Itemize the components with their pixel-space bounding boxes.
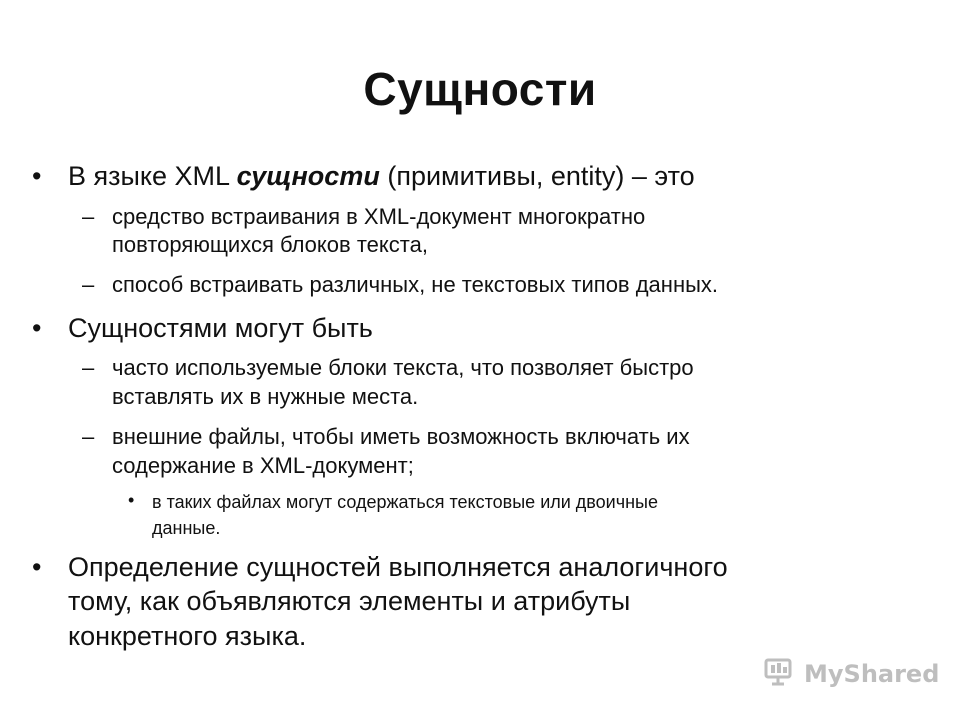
bullet-2-text: Сущностями могут быть	[68, 313, 373, 343]
bullet-1-text	[68, 160, 695, 192]
bullet-marker: •	[32, 313, 42, 343]
sub-2-2-1-line-2: данные.	[152, 518, 221, 538]
bullet-1-post: (примитивы, entity) – это	[379, 161, 695, 191]
dash-marker: –	[82, 424, 95, 449]
sub-2-1-line-1: часто используемые блоки текста, что позволяет быстро	[112, 355, 694, 380]
bullet-3-line-2: тому, как объявляются элементы и атрибуты	[68, 586, 631, 616]
dash-marker: –	[82, 355, 95, 380]
sub-2-1-line-2: вставлять их в нужные места.	[112, 384, 419, 409]
dash-marker: –	[82, 272, 95, 297]
bullet-1-emphasis: сущности	[236, 161, 380, 191]
dash-marker: –	[82, 204, 95, 229]
bullet-marker: •	[32, 161, 42, 191]
sub-1-1-line-1: средство встраивания в XML-документ многократно	[112, 204, 646, 229]
sub-1-2-line-1: способ встраивать различных, не текстовых типов данных.	[112, 272, 719, 297]
sub-2-2-1-line-1: в таких файлах могут содержаться текстовые или двоичные	[152, 492, 659, 512]
watermark	[764, 654, 939, 694]
myshared-logo-icon	[764, 657, 798, 692]
sub-2-2-line-1: внешние файлы, чтобы иметь возможность включать их	[112, 424, 690, 449]
bullet-3-line-3: конкретного языка.	[68, 621, 307, 651]
slide-title: Сущности	[363, 63, 597, 115]
watermark-text: MyShared	[804, 660, 940, 688]
bullet-1-pre: В языке XML	[68, 161, 237, 191]
sub-2-2-line-2: содержание в XML-документ;	[112, 453, 414, 478]
bullet-marker-small: •	[128, 490, 135, 510]
bullet-3-line-1: Определение сущностей выполняется аналогичного	[68, 552, 728, 582]
bullet-marker: •	[32, 552, 42, 582]
sub-1-1-line-2: повторяющихся блоков текста,	[112, 232, 428, 257]
